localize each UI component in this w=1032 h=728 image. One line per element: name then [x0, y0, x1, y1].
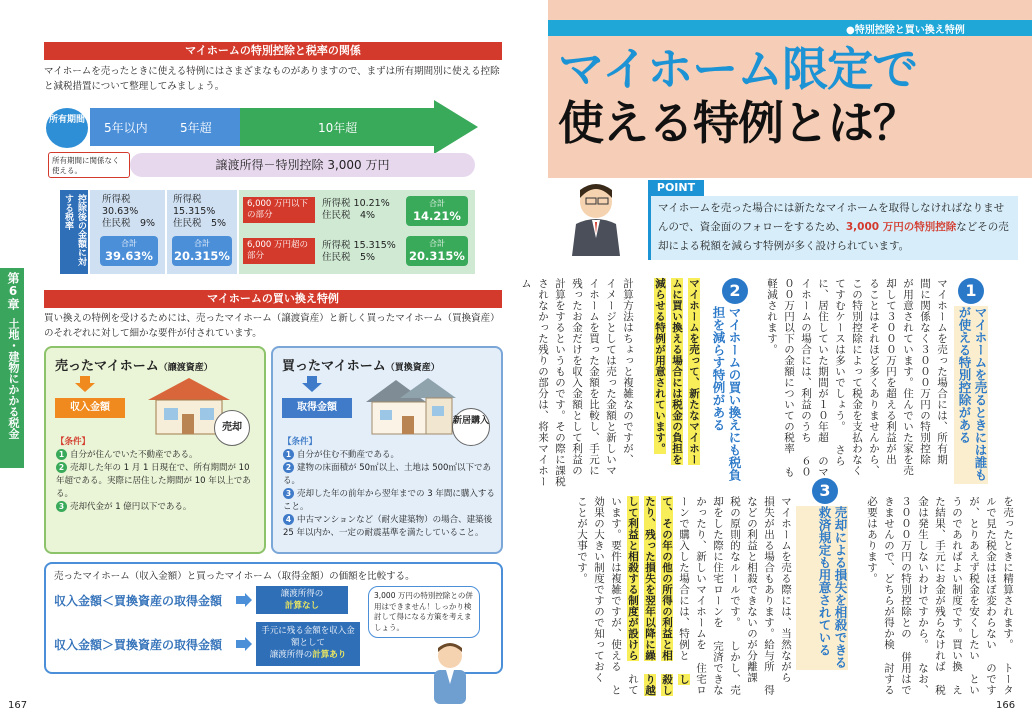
- sec1-heading: マイホームを売るときには誰もが使える特別控除がある: [957, 306, 988, 481]
- tax-rate-label: 控除後の金額に対する税率: [60, 190, 88, 274]
- sold-title: 売ったマイホーム（譲渡資産）: [55, 359, 213, 374]
- sold-tag: 売却: [214, 410, 250, 446]
- right-arrow-icon: [236, 593, 252, 607]
- col-over10-b-total: 合計 20.315%: [406, 236, 468, 266]
- new-house-icon: [360, 376, 458, 436]
- col-over10-a-tag: 6,000 万円以下の部分: [243, 197, 315, 223]
- col-over10-a-text: 所得税 10.21% 住民税 4%: [322, 198, 390, 221]
- compare-row1-right: 譲渡所得の 計算なし: [256, 586, 348, 614]
- col-over10-a-total: 合計 14.21%: [406, 196, 468, 226]
- page-number-right: 166: [996, 700, 1016, 711]
- title-line1: マイホーム限定で: [558, 42, 918, 96]
- section2-intro: 買い換えの特例を受けるためには、売ったマイホーム（譲渡資産）と新しく買ったマイホーム（買換資産）のそれぞれに対して細かな要件が付されています。: [44, 313, 500, 339]
- section2-title: マイホームの買い換え特例: [44, 290, 502, 308]
- point-text: マイホームを売った場合には新たなマイホームを取得しなければなりませんので、資金面のフォローをするため、3,000 万円の特別控除などその売却による税額を減らす特例が多く設けられています。: [658, 202, 1009, 252]
- col-within5-total: 合計 39.63%: [100, 236, 158, 266]
- advisor-illustration-icon: [558, 178, 636, 256]
- compare-row1-left: 収入金額＜買換資産の取得金額: [54, 594, 223, 608]
- sec2-body: 計算方法はちょっと複雑なのですが、 イメージとしては売った金額と新しいマ イホームを買った金額を比較し、手元に 残ったお金だけを収入金額として利益の 計算をするというものです。その際に課税 されなかった残りの部分は、将来マイホーム: [520, 278, 634, 487]
- down-arrow-icon: [75, 376, 95, 392]
- sec1-body: マイホームを売った場合には、所有期 間に関係なく３０００万円の特別控除 が用意されています。住んでいた家を売 却して３０００万円を超える利益が出 ることはそれほど多くありませんから、 この特別控除によって税金を支払わなく てすむケースは多いでしょう。 さらに、居住していた期間が１０年超 のマイホームの場合には、利益のうち ６０００万円以下の金額についての税率 も軽減されます。: [766, 278, 948, 478]
- advice-bubble: 3,000 万円の特別控除との併用はできません！しっかり検討して得になる方策を考えましょう。: [368, 586, 480, 638]
- note-any-period: 所有期間に関係なく使える。: [48, 152, 130, 178]
- down-arrow-icon: [302, 376, 322, 392]
- businessman-illustration-icon: [420, 640, 480, 706]
- sec3-number: 3: [812, 478, 838, 504]
- col-within5-text: 所得税 30.63% 住民税 9%: [102, 194, 156, 229]
- bought-amount-label: 取得金額: [282, 398, 352, 418]
- period-arrow-head-icon: [434, 100, 478, 154]
- sec3-heading: 売却による損失を相殺できる救済規定も用意されている: [817, 506, 848, 669]
- chapter-tab: [0, 268, 24, 468]
- col-over10-b-text: 所得税 15.315% 住民税 5%: [322, 240, 396, 263]
- period-over10: 10年超: [318, 121, 358, 135]
- title-line2: 使える特例とは？: [558, 96, 918, 150]
- section1-title: マイホームの特別控除と税率の関係: [44, 42, 502, 60]
- formula: 譲渡所得－特別控除 3,000 万円: [130, 153, 475, 177]
- col-over10-b-tag: 6,000 万円超の部分: [243, 238, 315, 264]
- bought-conditions: 【条件】 1 自分が住む不動産である。 2 建物の床面積が 50㎡以上、土地は 500㎡以下である。 3 売却した年の前年から翌年までの 3 年間に購入すること。 4 中古マンションなど（耐火建築物）の場合、建築後 25 年以内か、一定の耐震基準を満たしていること。: [283, 437, 495, 538]
- sold-amount-label: 収入金額: [55, 398, 125, 418]
- period-over5: 5年超: [180, 121, 212, 135]
- compare-row2-right: 手元に残る金額を収入金額として 譲渡所得の計算あり: [256, 622, 360, 666]
- section1-intro: マイホームを売ったときに使える特例にはさまざまなものがありますので、まずは所有期間別に使える控除と減税措置について整理してみましょう。: [44, 66, 500, 92]
- header-tag: ●特別控除と買い換え特例: [846, 25, 965, 36]
- sec2-number: 2: [722, 278, 748, 304]
- page-number-left: 167: [8, 700, 28, 711]
- chapter-title: 土地・建物にかかる税金: [7, 318, 20, 439]
- bought-tag: 新居購入: [452, 408, 490, 446]
- right-arrow-icon: [236, 637, 252, 651]
- sec2-highlight: マイホームを売って、新たなマイホー ムに買い換える場合には税金の負担を 減らせる特例が用意されています。: [654, 278, 700, 465]
- col-over5-total: 合計 20.315%: [172, 236, 232, 266]
- point-label: POINT: [648, 180, 704, 196]
- right-page: [516, 0, 1032, 728]
- sec1-number: 1: [958, 278, 984, 304]
- period-within5: 5年以内: [104, 121, 148, 135]
- col-over5-text: 所得税 15.315% 住民税 5%: [173, 194, 227, 229]
- sec2-heading: マイホームの買い換えにも税負担を減らす特例がある: [711, 306, 742, 481]
- sec3-body: マイホームを売る際には、当然ながら 損失が出る場合もあります。給与所 得などの利益と相殺できないのが分離課 税の原則的なルールです。 しかし、売却をした際に住宅ローンを 完済できなかったり、新しいマイホームを 住宅ローンで購入した場合には、特例と して、その年の他の所得の利益と相 殺したり、残った損失を翌年以降に繰 り越して利益と相殺する制度が設けら れています。要件は複雑ですが、使える と効果の大きい制度ですので知っておく ことが大事です。: [576, 496, 792, 696]
- sold-conditions: 【条件】 1 自分が住んでいた不動産である。 2 売却した年の 1 月 1 日現在で、所有期間が 10 年超である。実際に居住した期間が 10 年以上である。 3 売却代金が 1 億円以下である。: [56, 437, 251, 512]
- bought-title: 買ったマイホーム（買換資産）: [282, 359, 440, 374]
- sec2-continued: を売ったときに精算されます。 トータルで見た税金はほぼ変わらない のですが、とりあえず税金を安くしたい というのであればよい制度です。買い換 えた結果、手元にお金が残らなければ 税金は発生しないわけですから。 なお、３０００万円の特別控除との 併用はできませんので、どちらが得か検 討する必要はあります。: [866, 496, 1014, 696]
- chapter-number: 第6章: [6, 272, 20, 310]
- period-label: 所有期間: [46, 108, 88, 148]
- compare-row2-left: 収入金額＞買換資産の取得金額: [54, 638, 223, 652]
- compare-intro: 売ったマイホーム（収入金額）と買ったマイホーム（取得金額）の価額を比較する。: [54, 571, 415, 582]
